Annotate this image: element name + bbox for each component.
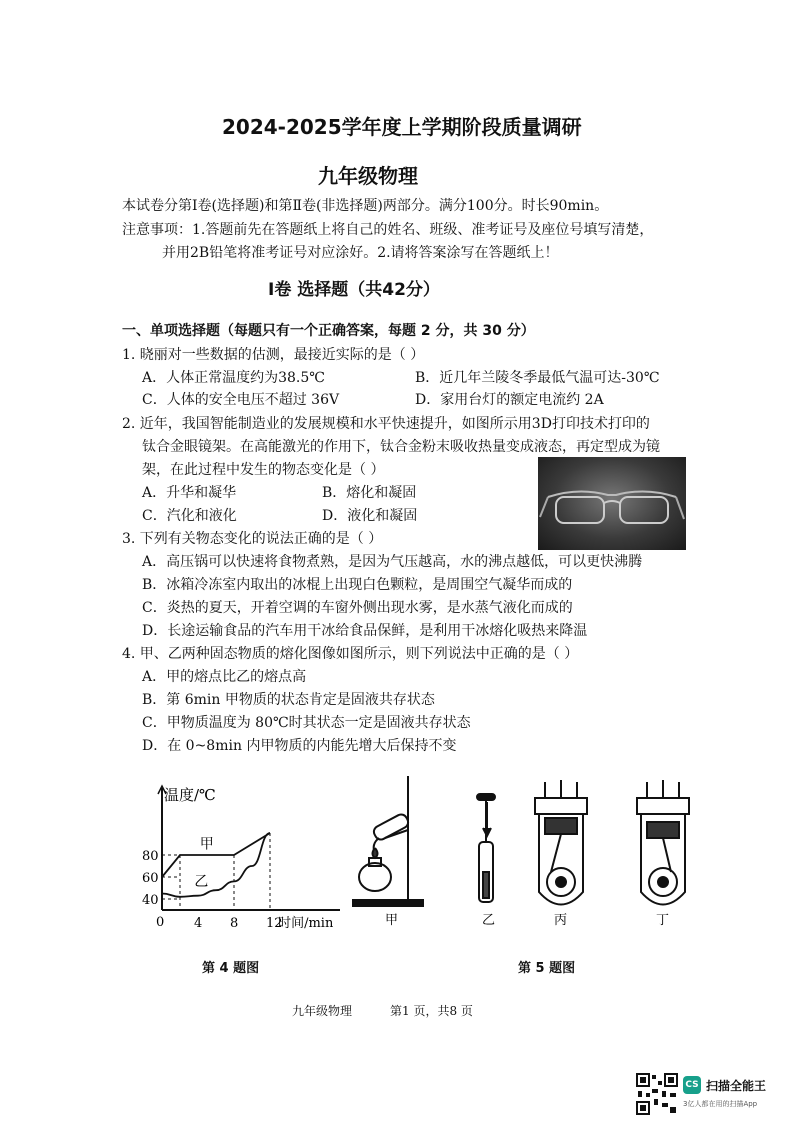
q1-stem: 1. 晓丽对一些数据的估测，最接近实际的是（ ）	[122, 347, 425, 363]
q2-option-b: B．熔化和凝固	[322, 485, 417, 501]
q3-option-d: D．长途运输食品的汽车用干冰给食品保鲜，是利用干冰熔化吸热来降温	[142, 623, 588, 639]
q3-option-b: B．冰箱冷冻室内取出的冰棍上出现白色颗粒，是周围空气凝华而成的	[142, 577, 573, 593]
figure-5-caption: 第 5 题图	[518, 961, 576, 976]
q2-option-a: A．升华和凝华	[142, 485, 237, 501]
q1-option-b: B．近几年兰陵冬季最低气温可达-30℃	[415, 370, 660, 386]
notice-line-2: 并用2B铅笔将准考证号对应涂好。2.请将答案涂写在答题纸上！	[162, 245, 559, 261]
scanner-name: 扫描全能王	[706, 1079, 767, 1093]
q4-option-b: B．第 6min 甲物质的状态肯定是固液共存状态	[142, 692, 435, 708]
notice-line-1: 注意事项：1.答题前先在答题纸上将自己的姓名、班级、准考证号及座位号填写清楚，	[122, 222, 654, 238]
footer-page: 第1 页，共8 页	[390, 1004, 473, 1018]
q4-stem: 4. 甲、乙两种固态物质的熔化图像如图所示，则下列说法中正确的是（ ）	[122, 646, 579, 662]
x-tick-label: 4	[194, 916, 203, 930]
scanner-logo-icon: CS	[683, 1076, 701, 1094]
q2-option-d: D．液化和凝固	[322, 508, 418, 524]
qr-code-icon	[636, 1073, 678, 1115]
test-tube-stand-icon	[353, 776, 423, 906]
q2-option-c: C．汽化和液化	[142, 508, 237, 524]
y-tick-label: 40	[142, 893, 159, 908]
q3-option-a: A．高压锅可以快速将食物煮熟，是因为气压越高，水的沸点越低，可以更快沸腾	[142, 554, 643, 570]
q3-stem: 3. 下列有关物态变化的说法正确的是（ ）	[122, 531, 383, 547]
y-tick-label: 60	[142, 871, 159, 886]
q2-line-3: 架，在此过程中发生的物态变化是（ ）	[142, 462, 385, 478]
exam-intro: 本试卷分第Ⅰ卷(选择题)和第Ⅱ卷(非选择题)两部分。满分100分。时长90min。	[122, 198, 609, 214]
exam-title: 2024-2025学年度上学期阶段质量调研	[222, 115, 582, 139]
series-yi-label: 乙	[194, 873, 209, 890]
scanner-slogan: 3亿人都在用的扫描App	[683, 1100, 758, 1108]
q1-option-a: A．人体正常温度约为38.5℃	[142, 370, 325, 386]
origin-label: 0	[156, 915, 165, 930]
fig5-label-yi: 乙	[482, 913, 496, 928]
fire-syringe-icon	[477, 794, 495, 902]
figure-5-diagram	[345, 772, 705, 932]
q1-option-c: C．人体的安全电压不超过 36V	[142, 392, 340, 408]
q1-option-d: D．家用台灯的额定电流约 2A	[415, 392, 604, 408]
x-axis-label: 时间/min	[278, 916, 334, 930]
footer-subject: 九年级物理	[292, 1004, 353, 1018]
melting-chart	[140, 780, 350, 930]
engine-stroke-c-icon	[535, 780, 587, 905]
series-jia-line	[162, 833, 270, 877]
q2-line-1: 2. 近年，我国智能制造业的发展规模和水平快速提升，如图所示用3D打印技术打印的	[122, 416, 650, 432]
fig5-label-bing: 丙	[554, 913, 568, 928]
part1-heading: Ⅰ卷 选择题（共42分）	[268, 280, 440, 300]
figure-4-caption: 第 4 题图	[202, 961, 260, 976]
x-tick-label: 8	[230, 916, 239, 930]
q4-option-a: A．甲的熔点比乙的熔点高	[142, 669, 307, 685]
x-tick-label: 12	[266, 916, 283, 930]
y-axis-label: 温度/℃	[164, 786, 216, 804]
q4-option-c: C．甲物质温度为 80℃时其状态一定是固液共存状态	[142, 715, 471, 731]
engine-stroke-d-icon	[637, 780, 689, 905]
q2-line-2: 钛合金眼镜架。在高能激光的作用下，钛合金粉末吸收热量变成液态，再定型成为镜	[142, 439, 660, 455]
q4-option-d: D．在 0~8min 内甲物质的内能先增大后保持不变	[142, 738, 457, 754]
q3-option-c: C．炎热的夏天，开着空调的车窗外侧出现水雾，是水蒸气液化而成的	[142, 600, 573, 616]
glasses-frame-icon	[538, 457, 686, 550]
exam-subtitle: 九年级物理	[318, 164, 418, 188]
fig5-label-jia: 甲	[385, 913, 399, 928]
section-heading: 一、单项选择题（每题只有一个正确答案，每题 2 分，共 30 分）	[122, 323, 535, 339]
glasses-photo	[538, 457, 686, 550]
series-jia-label: 甲	[199, 836, 214, 853]
y-tick-label: 80	[142, 849, 159, 864]
fig5-label-ding: 丁	[656, 913, 670, 928]
